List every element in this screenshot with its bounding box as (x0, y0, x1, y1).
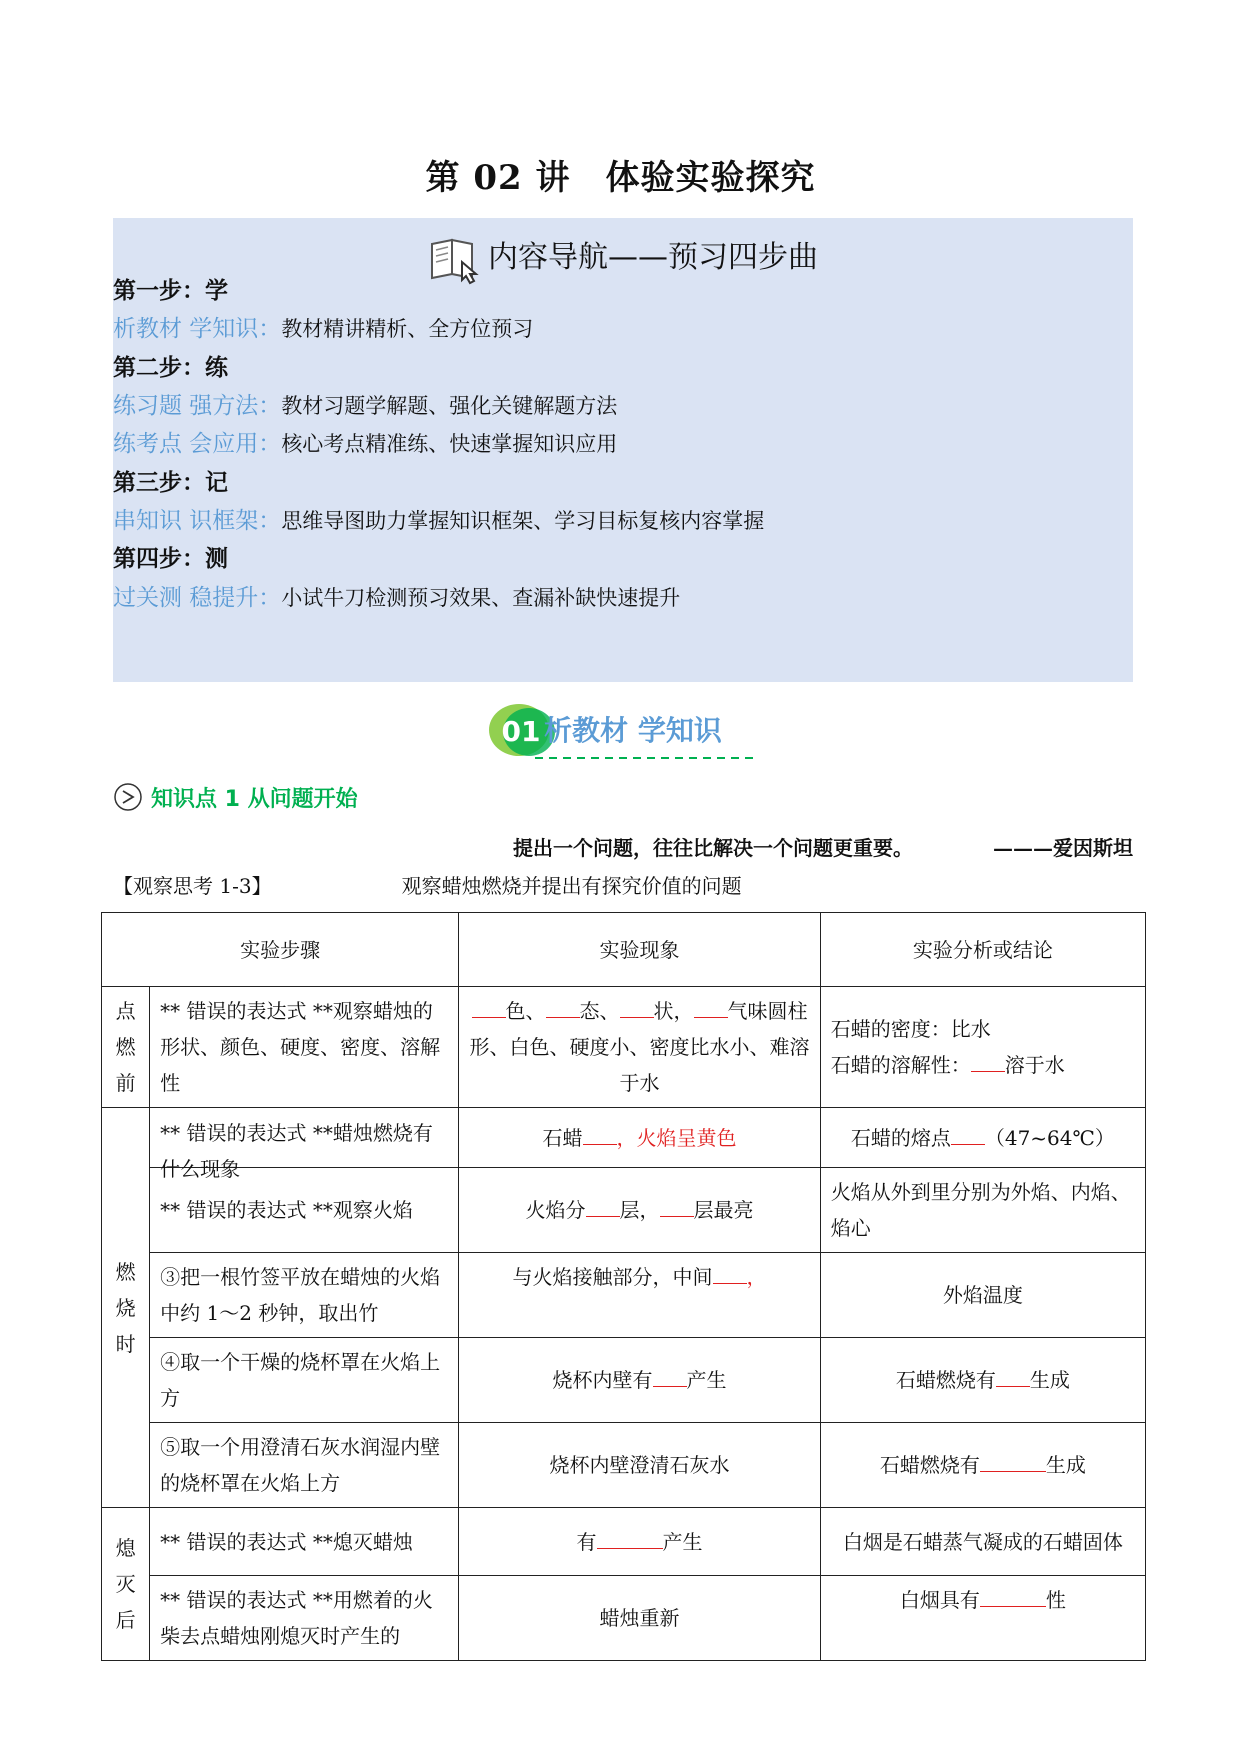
step-cell: ** 错误的表达式 **熄灭蜡烛 (150, 1508, 459, 1576)
text: 有 (576, 1529, 597, 1554)
observe-text: 观察蜡烛燃烧并提出有探究价值的问题 (401, 874, 742, 898)
step-4-item (113, 583, 680, 613)
text: 产生 (686, 1368, 727, 1392)
step-2-key-1: 练习题 强方法： (113, 393, 282, 419)
text: 气味圆柱形、白色、硬度小、密度比水小、难溶于水 (469, 999, 810, 1095)
step-3-key: 串知识 识框架： (113, 508, 282, 534)
step-4-desc: 小试牛刀检测预习效果、查漏补缺快速提升 (281, 586, 681, 610)
step-cell (150, 1253, 459, 1338)
step-2-label: 第二步：练 (113, 354, 228, 381)
step-2-desc-1: 教材习题学解题、强化关键解题方法 (281, 394, 618, 418)
observe-label: 【观察思考 1-3】 (113, 874, 272, 898)
phenomenon-cell (459, 987, 820, 1108)
step-1-key: 析教材 学知识： (113, 316, 282, 342)
nav-heading-text: 内容导航——预习四步曲 (488, 240, 818, 275)
table-row (102, 1508, 1146, 1576)
step-cell: ** 错误的表达式 **观察蜡烛的形状、颜色、硬度、密度、溶解性 (150, 987, 459, 1108)
step-3-item (113, 506, 764, 536)
experiment-table (101, 912, 1146, 1661)
answer-blank (713, 1263, 747, 1284)
text: 状， (653, 999, 694, 1023)
answer-blank (694, 997, 728, 1018)
step-1-desc: 教材精讲精析、全方位预习 (281, 317, 534, 341)
conclusion-cell (820, 1576, 1145, 1661)
text: 产生 (662, 1529, 703, 1554)
text: 生成 (1045, 1453, 1086, 1477)
table-row (102, 1108, 1146, 1168)
quote (0, 832, 1133, 861)
page-title: 第 02 讲 体验实验探究 (425, 158, 816, 198)
answer-blank (546, 997, 580, 1018)
section-label: 析教材 学知识 (544, 714, 722, 747)
text: ③把一根竹签平放在蜡烛的火焰中约 1～2 秒钟，取出竹 (160, 1265, 441, 1325)
table-row (102, 1168, 1146, 1253)
conclusion-cell: 火焰从外到里分别为外焰、内焰、焰心 (820, 1168, 1145, 1253)
answer-blank (583, 1124, 617, 1145)
conclusion-cell (820, 1423, 1145, 1508)
phenomenon-cell (459, 1253, 820, 1338)
text: 层最亮 (693, 1198, 754, 1222)
header-conclusion: 实验分析或结论 (820, 913, 1145, 987)
table-row (102, 1338, 1146, 1423)
text: 层， (619, 1198, 660, 1222)
stage-during: 燃烧时 (102, 1108, 150, 1508)
content-navigation-box (113, 218, 1133, 682)
text: 白烟具有 (899, 1588, 980, 1612)
answer-blank (996, 1366, 1030, 1387)
text: 石蜡燃烧有 (895, 1368, 996, 1392)
quote-author: ———爱因斯坦 (993, 836, 1133, 860)
phenomenon-cell (459, 1168, 820, 1253)
answer-blank (951, 1124, 985, 1145)
nav-heading (113, 228, 1133, 288)
text: 生成 (1029, 1368, 1070, 1392)
text: ， (746, 1265, 767, 1289)
table-header-row (102, 913, 1146, 987)
answer-blank (586, 1196, 620, 1217)
conclusion-cell (820, 987, 1145, 1108)
text: 火焰分 (525, 1198, 586, 1222)
text: 色、 (505, 999, 546, 1023)
answer-blank (980, 1586, 1046, 1607)
text: 石蜡的熔点 (850, 1125, 951, 1150)
text: ** 错误的表达式 **蜡烛燃烧有什么现象 (160, 1120, 433, 1181)
step-1-label: 第一步：学 (113, 277, 228, 304)
stage-after: 熄灭后 (102, 1508, 150, 1661)
step-3-label: 第三步：记 (113, 469, 228, 496)
step-2-desc-2: 核心考点精准练、快速掌握知识应用 (281, 432, 618, 456)
knowledge-point-heading (113, 782, 358, 813)
table-row (102, 1423, 1146, 1508)
step-cell (150, 1108, 459, 1181)
step-2-item-1 (113, 391, 617, 421)
table-row (102, 987, 1146, 1108)
text: 石蜡 (542, 1125, 583, 1150)
answer-blank (597, 1528, 663, 1549)
step-cell: ** 错误的表达式 **观察火焰 (150, 1168, 459, 1253)
text: 性 (1045, 1588, 1066, 1612)
phenomenon-cell: 蜡烛重新 (459, 1576, 820, 1661)
step-2-key-2: 练考点 会应用： (113, 431, 282, 457)
table-row (102, 1576, 1146, 1661)
text: 石蜡的密度：比水 (830, 1017, 991, 1041)
step-3-desc: 思维导图助力掌握知识框架、学习目标复核内容掌握 (281, 509, 765, 533)
book-pointer-icon (428, 234, 484, 284)
text: 态、 (579, 999, 620, 1023)
phenomenon-cell: 烧杯内壁澄清石灰水 (459, 1423, 820, 1508)
conclusion-cell: 白烟是石蜡蒸气凝成的石蜡固体 (820, 1508, 1145, 1576)
step-2-item-2 (113, 429, 617, 459)
step-1-item (113, 314, 533, 344)
observe-line (113, 870, 742, 899)
text: （47~64℃） (984, 1125, 1115, 1150)
answer-blank (620, 997, 654, 1018)
phenomenon-cell (459, 1508, 820, 1576)
step-cell (150, 1576, 459, 1661)
text: 溶于水 (1004, 1053, 1065, 1077)
conclusion-cell: 外焰温度 (820, 1253, 1145, 1338)
step-cell: ⑤取一个用澄清石灰水润湿内壁的烧杯罩在火焰上方 (150, 1423, 459, 1508)
text: ，火焰呈黄色 (616, 1125, 737, 1150)
text: 烧杯内壁有 (552, 1368, 653, 1392)
quote-text: 提出一个问题，往往比解决一个问题更重要。 (513, 836, 913, 860)
step-cell: ④取一个干燥的烧杯罩在火焰上方 (150, 1338, 459, 1423)
answer-blank (472, 997, 506, 1018)
section-number: 01 (501, 715, 541, 748)
text: ** 错误的表达式 **用燃着的火柴去点蜡烛刚熄灭时产生的 (160, 1588, 433, 1648)
stage-before: 点燃前 (102, 987, 150, 1108)
arrow-circle-icon (113, 782, 143, 812)
knowledge-point-text: 知识点 1 从问题开始 (151, 787, 358, 812)
conclusion-cell (820, 1338, 1145, 1423)
text: 石蜡的溶解性： (830, 1053, 971, 1077)
header-steps: 实验步骤 (102, 913, 459, 987)
text: 石蜡燃烧有 (879, 1453, 980, 1477)
phenomenon-cell (459, 1338, 820, 1423)
phenomenon-cell (459, 1108, 820, 1168)
conclusion-cell (820, 1108, 1145, 1168)
header-phenomena: 实验现象 (459, 913, 820, 987)
answer-blank (660, 1196, 694, 1217)
table-row (102, 1253, 1146, 1338)
step-4-label: 第四步：测 (113, 545, 228, 572)
section-badge (483, 700, 763, 770)
text: 与火焰接触部分，中间 (512, 1265, 713, 1289)
step-4-key: 过关测 稳提升： (113, 585, 282, 611)
answer-blank (980, 1451, 1046, 1472)
answer-blank (971, 1051, 1005, 1072)
answer-blank (653, 1366, 687, 1387)
